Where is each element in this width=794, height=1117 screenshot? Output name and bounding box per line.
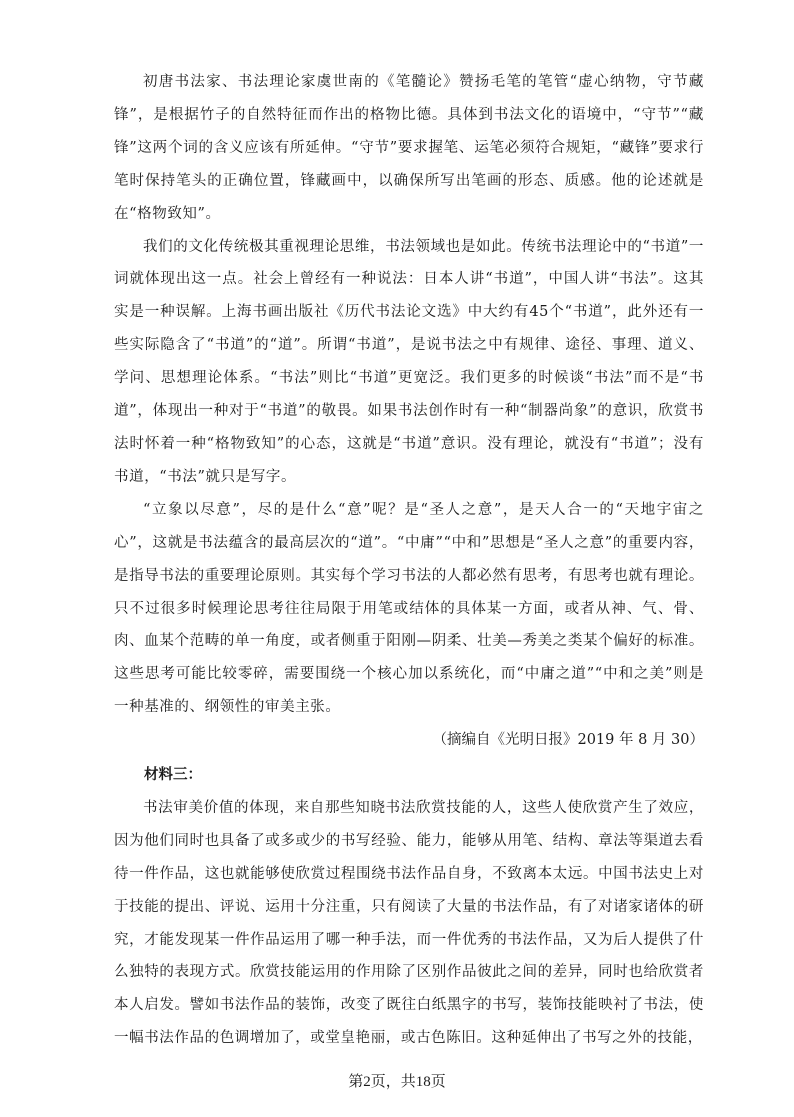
section-heading-material-three: 材料三：	[144, 766, 202, 784]
paragraph-liXiang-jinyi: “立象以尽意”，尽的是什么“意”呢？是“圣人之意”，是天人合一的“天地宇宙之心”，这就是书法蕴含的最高层次的“道”。“中庸”“中和”思想是“圣人之意”的重要内容，是指导书法的重要理论原则。其实每个学习书法的人都必然有思考，有思考也就有理论。只不过很多时候理论思考往往局限于用笔或结体的具体某一方面，或者从神、气、骨、肉、血某个范畴的单一角度，或者侧重于阳刚—阴柔、壮美—秀美之类某个偏好的标准。这些思考可能比较零碎，需要围绕一个核心加以系统化，而“中庸之道”“中和之美”则是一种基准的、纲领性的审美主张。	[114, 501, 704, 716]
paragraph-shudao: 我们的文化传统极其重视理论思维，书法领域也是如此。传统书法理论中的“书道”一词就体现出这一点。社会上曾经有一种说法：日本人讲“书道”，中国人讲“书法”。这其实是一种误解。上海书画出版社《历代书法论文选》中大约有45个“书道”，此外还有一些实际隐含了“书道”的“道”。所谓“书道”，是说书法之中有规律、途径、事理、道义、学问、思想理论体系。“书法”则比“书道”更宽泛。我们更多的时候谈“书法”而不是“书道”，体现出一种对于“书道”的敬畏。如果书法创作时有一种“制器尚象”的意识，欣赏书法时怀着一种“格物致知”的心态，这就是“书道”意识。没有理论，就没有“书道”；没有书道，“书法”就只是写字。	[114, 238, 704, 485]
paragraph-aesthetic-value: 书法审美价值的体现，来自那些知晓书法欣赏技能的人，这些人使欣赏产生了效应，因为他们同时也具备了或多或少的书写经验、能力，能够从用笔、结构、章法等渠道去看待一件作品，这也就能够使欣赏过程围绕书法作品自身，不致离本太远。中国书法史上对于技能的提出、评说、运用十分注重，只有阅读了大量的书法作品，有了对诸家诸体的研究，才能发现某一件作品运用了哪一种手法，而一件优秀的书法作品，又为后人提供了什么独特的表现方式。欣赏技能运用的作用除了区别作品彼此之间的差异，同时也给欣赏者本人启发。譬如书法作品的装饰，改变了既往白纸黑字的书写，装饰技能映衬了书法，使一幅书法作品的色调增加了，或堂皇艳丽，或古色陈旧。这种延伸出了书写之外的技能，	[114, 799, 704, 1047]
source-citation: （摘编自《光明日报》2019 年 8 月 30）	[432, 732, 704, 749]
page-footer: 第2页，共18页	[348, 1074, 446, 1090]
paragraph-yu-shinan: 初唐书法家、书法理论家虞世南的《笔髓论》赞扬毛笔的笔管“虚心纳物，守节藏锋”，是根据竹子的自然特征而作出的格物比德。具体到书法文化的语境中，“守节”“藏锋”这两个词的含义应该有所延伸。“守节”要求握笔、运笔必须符合规矩，“藏锋”要求行笔时保持笔头的正确位置，锋藏画中，以确保所写出笔画的形态、质感。他的论述就是在“格物致知”。	[114, 74, 704, 222]
document-body	[114, 66, 704, 1055]
